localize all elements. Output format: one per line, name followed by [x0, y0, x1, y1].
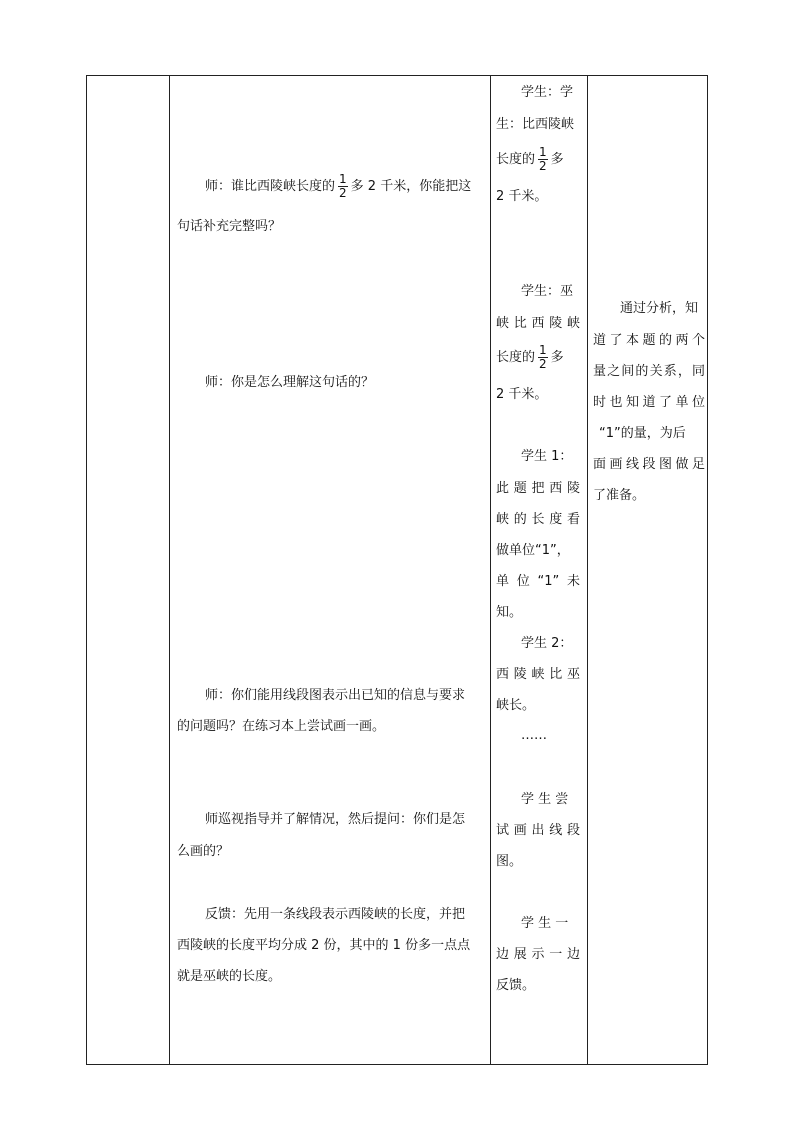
student-column — [493, 76, 585, 1064]
teacher-question-4: 师巡视指导并了解情况，然后提问：你们是怎 — [205, 812, 466, 827]
student-answer-4: 学生 2： — [521, 636, 573, 651]
teacher-column — [171, 76, 489, 1064]
student-answer-2: 学生：巫 — [521, 284, 574, 299]
feedback-text: 西陵峡的长度平均分成 2 份，其中的 1 份多一点点 — [177, 938, 471, 953]
student-answer-4: 西陵峡比巫 — [496, 667, 580, 682]
student-answer-3: 此题把西陵 — [496, 481, 580, 496]
fraction-half: $\frac{1}{2}$ — [539, 343, 547, 371]
student-answer-2: 峡比西陵峡 — [496, 316, 580, 331]
design-intent-text: 量之间的关系，同 — [593, 364, 705, 379]
student-answer-3: 峡的长度看 — [496, 512, 580, 527]
column-divider — [490, 76, 491, 1064]
design-intent-text: 时也知道了单位 — [593, 395, 705, 410]
design-intent-text: “1”的量，为后 — [599, 426, 686, 441]
teacher-question-1: 师：谁比西陵峡长度的 $\frac{1}{2}$ 多 2 千米，你能把这 — [205, 172, 472, 200]
feedback-text: 就是巫峡的长度。 — [177, 969, 282, 984]
column-divider — [587, 76, 588, 1064]
student-answer-1: 2 千米。 — [496, 189, 548, 204]
teacher-question-1-cont: 句话补充完整吗？ — [177, 219, 282, 234]
student-answer-3: 单位“1”未 — [496, 574, 580, 589]
design-intent-text: 了准备。 — [593, 488, 646, 503]
feedback-text: 反馈：先用一条线段表示西陵峡的长度，并把 — [205, 907, 466, 922]
lesson-table — [86, 75, 708, 1065]
student-answer-3: 做单位“1”， — [496, 543, 570, 558]
fraction-half: $\frac{1}{2}$ — [339, 172, 347, 200]
student-answer-2: 2 千米。 — [496, 387, 548, 402]
teacher-question-3-cont: 的问题吗？在练习本上尝试画一画。 — [177, 719, 386, 734]
teacher-question-3: 师：你们能用线段图表示出已知的信息与要求 — [205, 688, 466, 703]
student-answer-1: 生：比西陵峡 — [496, 117, 575, 132]
fraction-half: $\frac{1}{2}$ — [539, 145, 547, 173]
student-answer-3: 学生 1： — [521, 449, 573, 464]
student-answer-6: 学 生 一 — [521, 916, 569, 931]
student-answer-6: 反馈。 — [496, 978, 536, 993]
column-divider — [169, 76, 170, 1064]
student-answer-1: 长度的 $\frac{1}{2}$ 多 — [496, 145, 564, 173]
design-intent-text: 道了本题的两个 — [593, 333, 705, 348]
design-intent-text: 通过分析，知 — [620, 301, 699, 316]
student-answer-6: 边展示一边 — [496, 947, 580, 962]
design-intent-column — [590, 76, 707, 1064]
student-answer-5: 学 生 尝 — [521, 792, 569, 807]
student-answer-5: 试画出线段 — [496, 823, 580, 838]
student-answer-4: 峡长。 — [496, 698, 536, 713]
student-answer-5: 图。 — [496, 854, 523, 869]
student-answer-3: 知。 — [496, 605, 523, 620]
student-answer-1: 学生：学 — [521, 85, 574, 100]
student-answer-4: …… — [521, 728, 547, 743]
teacher-question-2: 师：你是怎么理解这句话的？ — [205, 375, 375, 390]
student-answer-2: 长度的 $\frac{1}{2}$ 多 — [496, 343, 564, 371]
design-intent-text: 面画线段图做足 — [593, 457, 705, 472]
teacher-question-4-cont: 么画的？ — [177, 844, 230, 859]
